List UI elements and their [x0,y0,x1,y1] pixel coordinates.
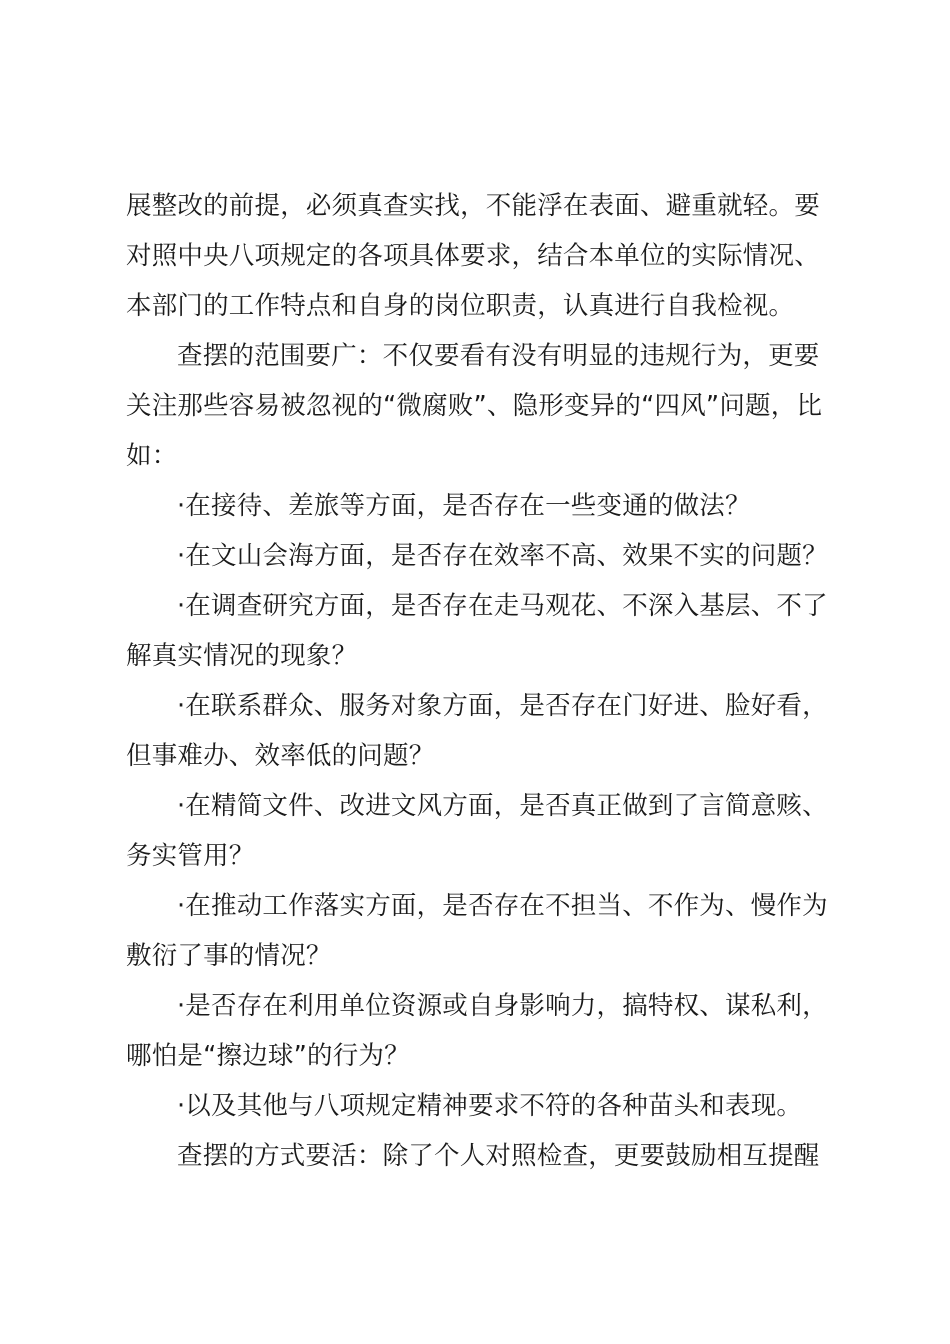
list-item-implementation: ·在推动工作落实方面，是否存在不担当、不作为、慢作为敷衍了事的情况？ [126,891,828,971]
body-text [126,181,840,1181]
list-item-other: ·以及其他与八项规定精神要求不符的各种苗头和表现。 [177,1091,803,1121]
list-item-public-service: ·在联系群众、服务对象方面，是否存在门好进、脸好看，但事难办、效率低的问题？ [126,691,828,771]
list-item-reception: ·在接待、差旅等方面，是否存在一些变通的做法？ [177,491,751,521]
paragraph-scope: 查摆的范围要广：不仅要看有没有明显的违规行为，更要关注那些容易被忽视的“微腐败”、隐形变异的“四风”问题，比如： [126,341,823,471]
list-item-privilege: ·是否存在利用单位资源或自身影响力，搞特权、谋私利，哪怕是“擦边球”的行为？ [126,991,828,1071]
list-item-documents: ·在精简文件、改进文风方面，是否真正做到了言简意赅、务实管用？ [126,791,828,871]
paragraph-method: 查摆的方式要活：除了个人对照检查，更要鼓励相互提醒 [177,1141,820,1171]
paragraph-continuation: 展整改的前提，必须真查实找，不能浮在表面、避重就轻。要对照中央八项规定的各项具体要求，结合本单位的实际情况、本部门的工作特点和自身的岗位职责，认真进行自我检视。 [126,191,820,321]
list-item-research: ·在调查研究方面，是否存在走马观花、不深入基层、不了解真实情况的现象？ [126,591,828,671]
list-item-meetings: ·在文山会海方面，是否存在效率不高、效果不实的问题？ [177,541,828,571]
